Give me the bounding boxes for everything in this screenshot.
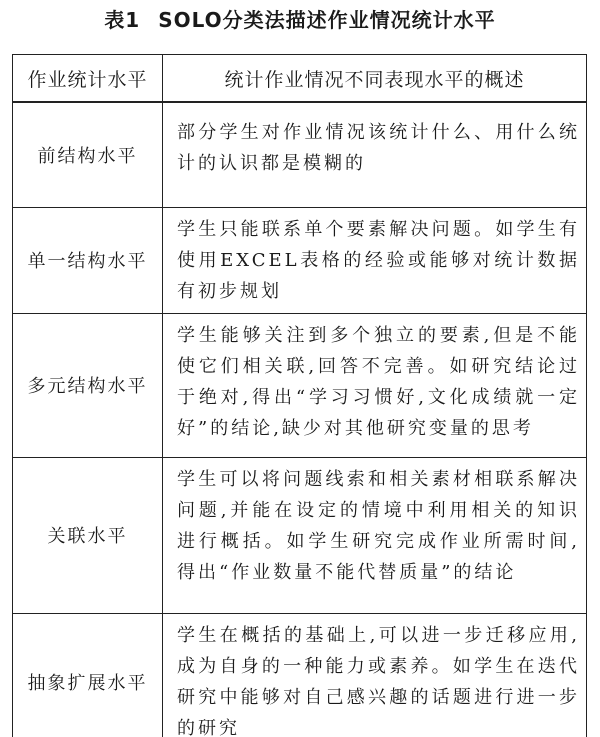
header-description: 统计作业情况不同表现水平的概述 [163,55,587,103]
table-number: 表1 [104,8,141,32]
table-row [13,613,587,737]
table-row [13,313,587,457]
table-row [13,457,587,613]
table-title: SOLO分类法描述作业情况统计水平 [158,8,496,32]
level-cell: 关联水平 [13,457,163,613]
table-row [13,102,587,207]
table-row [13,207,587,313]
header-level: 作业统计水平 [13,55,163,103]
header-row [13,55,587,103]
level-cell: 多元结构水平 [13,313,163,457]
level-cell: 单一结构水平 [13,207,163,313]
solo-levels-table [12,54,587,737]
level-cell: 抽象扩展水平 [13,613,163,737]
description-cell: 学生在概括的基础上,可以进一步迁移应用,成为自身的一种能力或素养。如学生在迭代研究中能够对自己感兴趣的话题进行进一步的研究 [163,613,587,737]
description-cell: 部分学生对作业情况该统计什么、用什么统计的认识都是模糊的 [163,102,587,207]
table-caption [0,6,600,34]
level-cell: 前结构水平 [13,102,163,207]
description-cell: 学生能够关注到多个独立的要素,但是不能使它们相关联,回答不完善。如研究结论过于绝对,得出“学习习惯好,文化成绩就一定好”的结论,缺少对其他研究变量的思考 [163,313,587,457]
description-cell: 学生只能联系单个要素解决问题。如学生有使用EXCEL表格的经验或能够对统计数据有初步规划 [163,207,587,313]
description-cell: 学生可以将问题线索和相关素材相联系解决问题,并能在设定的情境中利用相关的知识进行概括。如学生研究完成作业所需时间,得出“作业数量不能代替质量”的结论 [163,457,587,613]
